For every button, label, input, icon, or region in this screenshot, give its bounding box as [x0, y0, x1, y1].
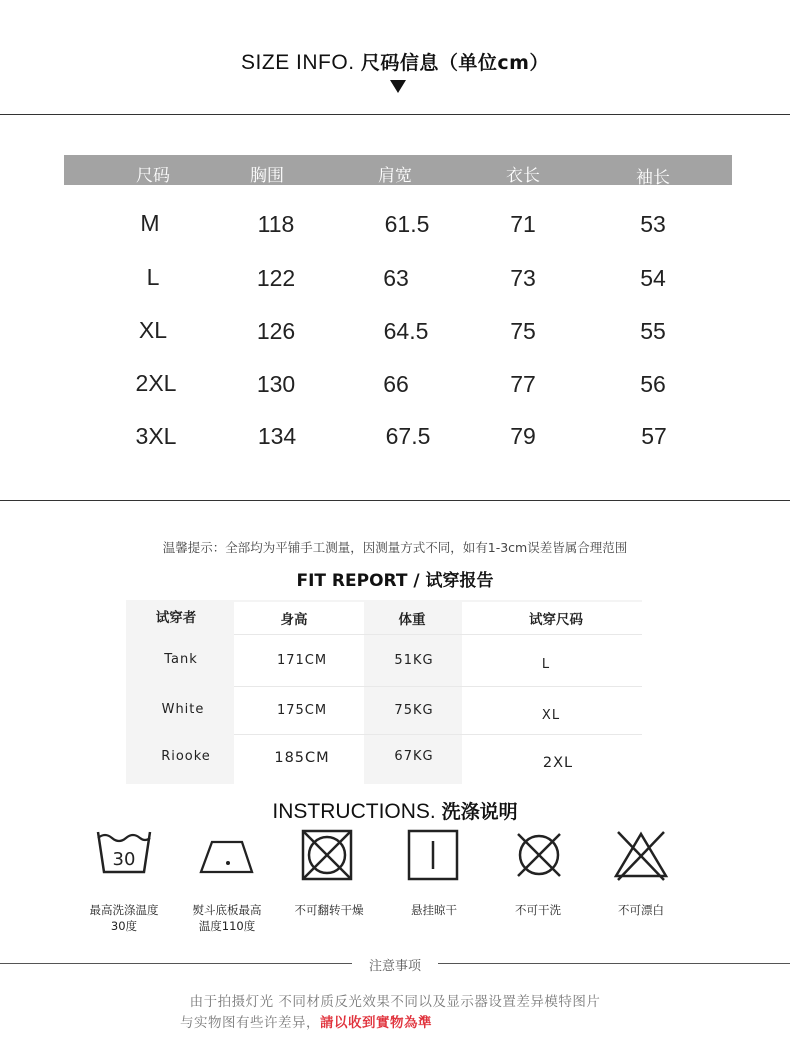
size-info-title: [0, 48, 790, 75]
tester-size: XL: [541, 708, 561, 723]
tester-height: 171CM: [276, 653, 328, 668]
care-label: 不可干洗: [515, 903, 561, 917]
header-shoulder: 肩宽: [378, 166, 412, 186]
size-cell: 3XL: [135, 423, 177, 449]
wash-30-icon: [94, 828, 154, 883]
length-cell: 79: [510, 423, 536, 449]
size-info-title-en: SIZE INFO.: [241, 51, 361, 74]
care-label: 最高洗涤温度30度: [89, 903, 159, 933]
sleeve-cell: 55: [640, 318, 666, 344]
size-cell: M: [140, 210, 160, 236]
header-sleeve: 袖长: [636, 168, 670, 188]
divider: [0, 114, 790, 115]
tester-height: 175CM: [276, 703, 328, 718]
tester-size: L: [541, 657, 551, 672]
no-bleach-icon: [612, 828, 670, 887]
fit-header-size: 试穿尺码: [529, 612, 583, 628]
length-cell: 71: [510, 211, 536, 237]
sleeve-cell: 54: [640, 265, 666, 291]
notice-highlight: 請以收到實物為準: [320, 1015, 432, 1031]
fit-report-table: [126, 600, 642, 784]
divider: [234, 734, 642, 735]
tester-weight: 75KG: [394, 703, 434, 718]
size-cell: L: [146, 264, 160, 290]
sleeve-cell: 56: [640, 371, 666, 397]
divider: [438, 963, 790, 964]
down-arrow-icon: [390, 80, 406, 93]
chest-cell: 130: [256, 371, 296, 397]
no-tumble-dry-icon: [300, 828, 354, 887]
divider: [234, 686, 642, 687]
notice-text: 由于拍摄灯光 不同材质反光效果不同以及显示器设置差异模特图片: [189, 994, 601, 1010]
iron-low-icon: [198, 836, 258, 883]
sleeve-cell: 53: [640, 211, 666, 237]
sleeve-cell: 57: [641, 423, 667, 449]
instructions-title-zh: 洗涤说明: [441, 801, 518, 823]
length-cell: 77: [510, 371, 536, 397]
divider: [234, 634, 642, 635]
measure-tip: 温馨提示：全部均为平铺手工测量，因测量方式不同，如有1-3cm误差皆属合理范围: [162, 540, 628, 555]
care-label: 不可翻转干燥: [294, 903, 364, 917]
fit-header-tester: 试穿者: [155, 610, 197, 626]
header-length: 衣长: [506, 166, 540, 186]
fit-report-title: FIT REPORT / 试穿报告: [296, 571, 494, 591]
size-table-header: [64, 155, 732, 188]
care-label: 熨斗底板最高温度110度: [192, 903, 262, 933]
tester-weight: 51KG: [394, 653, 434, 668]
tester-size: 2XL: [542, 755, 574, 771]
tester-name: White: [161, 702, 205, 717]
fit-header-height: 身高: [280, 612, 308, 628]
shoulder-cell: 63: [383, 265, 409, 291]
length-cell: 73: [510, 265, 536, 291]
tester-name: Tank: [164, 652, 198, 667]
chest-cell: 118: [257, 211, 295, 237]
care-label: 悬挂晾干: [411, 903, 457, 917]
instructions-title-en: INSTRUCTIONS.: [272, 800, 442, 823]
instructions-title: [0, 797, 790, 824]
shoulder-cell: 64.5: [383, 318, 429, 344]
divider: [0, 963, 352, 964]
size-cell: 2XL: [135, 370, 177, 396]
divider: [0, 500, 790, 501]
line-dry-icon: [406, 828, 460, 887]
no-dry-clean-icon: [512, 828, 566, 887]
shoulder-cell: 67.5: [385, 423, 431, 449]
header-size: 尺码: [136, 166, 170, 186]
length-cell: 75: [510, 318, 536, 344]
tester-weight: 67KG: [394, 749, 434, 764]
shoulder-cell: 66: [383, 371, 409, 397]
tester-height: 185CM: [274, 750, 330, 766]
fit-header-weight: 体重: [398, 612, 426, 628]
size-cell: XL: [138, 317, 168, 343]
care-label: 不可漂白: [618, 903, 664, 917]
chest-cell: 126: [256, 318, 296, 344]
notice-text: [180, 1011, 432, 1031]
shoulder-cell: 61.5: [384, 211, 430, 237]
notice-title: 注意事项: [368, 959, 421, 974]
wash-temp-label: 30: [112, 849, 136, 870]
header-chest: 胸围: [250, 166, 284, 186]
notice-text-part: 与实物图有些许差异，: [180, 1015, 320, 1031]
size-info-title-zh: 尺码信息（单位cm）: [360, 52, 549, 74]
tester-name: Riooke: [161, 749, 211, 764]
chest-cell: 134: [257, 423, 297, 449]
chest-cell: 122: [256, 265, 296, 291]
